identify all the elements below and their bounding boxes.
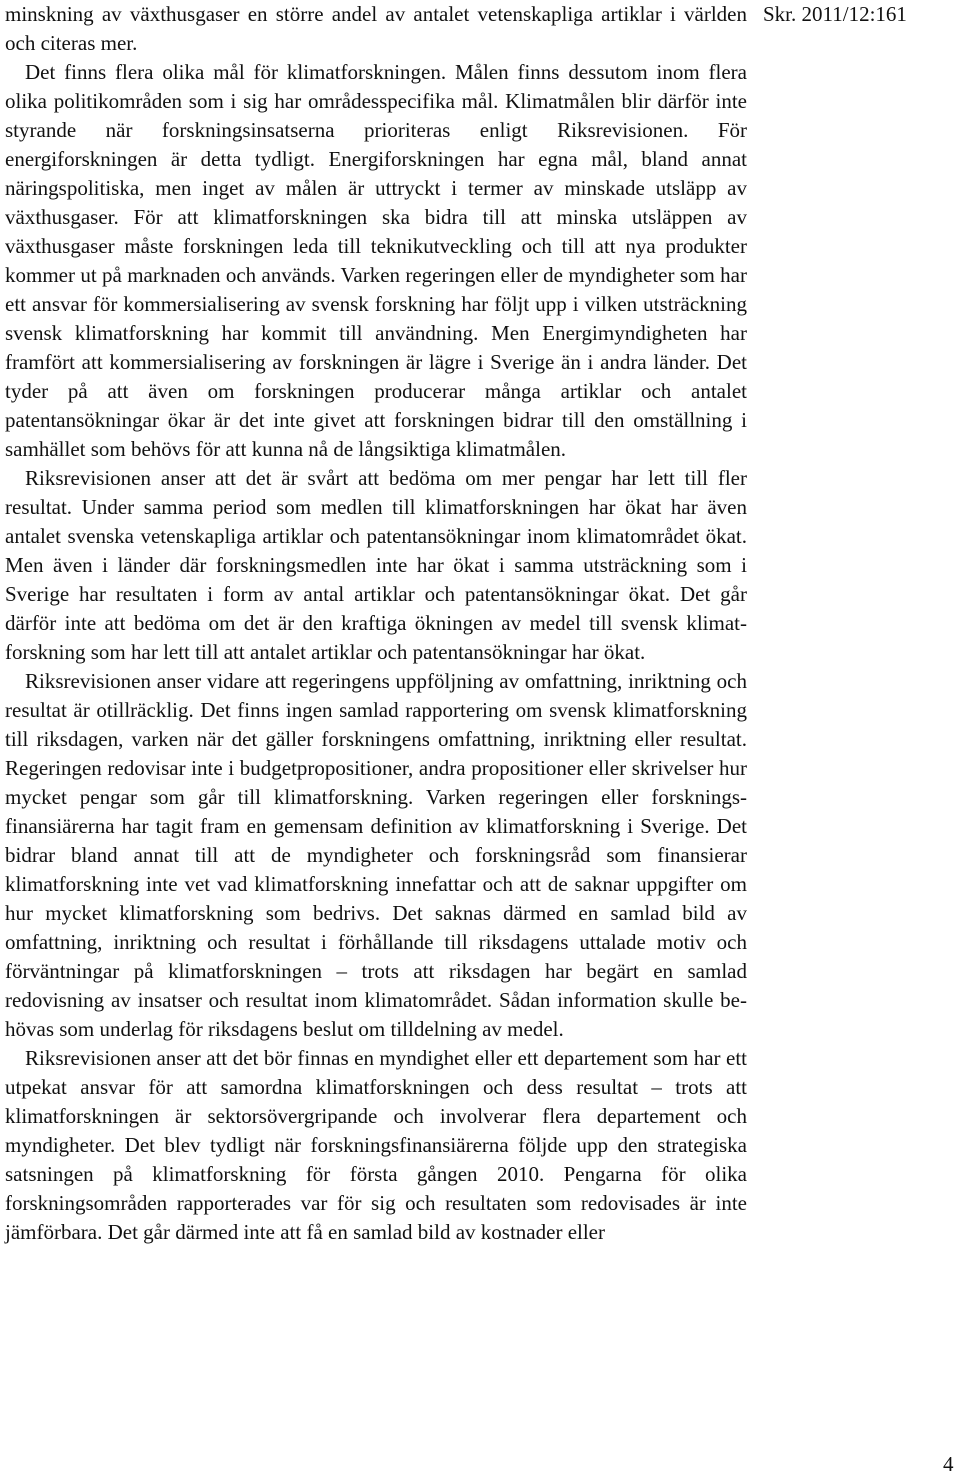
paragraph-followup: Riksrevisionen anser vidare att regeringens uppföljning av omfattning, inriktning och resultat är otillräcklig. Det finns ingen samlad rapportering om svensk klimatforskning till riksdagen, varken när det gäller forskningens omfattning, inriktning eller resultat. Regeringen redovisar inte i budgetpropositioner, andra propositioner eller skrivelser hur mycket pengar som går till klimatforskning. Varken regeringen eller forskningsfinansiärerna har tagit fram en gemensam definition av klimatforskning i Sverige. Det bidrar bland annat till att de myndigheter och forskningsråd som finansierar klimatforskning inte vet vad klimatforskning innefattar och att de saknar uppgifter om hur mycket klimatforskning som bedrivs. Det saknas därmed en samlad bild av omfattning, inriktning och resultat i förhållande till riksdagens uttalade motiv och förväntningar på klimatforskningen – trots att riksdagen har begärt en samlad redovisning av insatser och resultat inom klimatområdet. Sådan information skulle behövas som underlag för riksdagens beslut om tilldelning av medel. xyxy=(5,669,747,1041)
page-number: 4 xyxy=(943,1452,954,1476)
paragraph-continued: minskning av växthusgaser en större andel av antalet vetenskapliga artiklar i världen och citeras mer. xyxy=(5,2,747,55)
report-reference: Skr. 2011/12:161 xyxy=(763,2,907,26)
paragraph-money-results: Riksrevisionen anser att det är svårt att bedöma om mer pengar har lett till fler resultat. Under samma period som medlen till klimatforskningen har ökat har även antalet svenska vetenskapliga artiklar och patentansökningar inom klimatområdet ökat. Men även i länder där forskningsmedlen inte har ökat i samma utsträckning som i Sverige har resultaten i form av antal artiklar och patentansökningar ökat. Det går därför inte att bedöma om det är den kraftiga ökningen av medel till svensk klimatforskning som har lett till att antalet artiklar och patentansökningar har ökat. xyxy=(5,466,747,664)
paragraph-research-goals: Det finns flera olika mål för klimatforskningen. Målen finns dessutom inom flera olika politikområden som i sig har områdesspecifika mål. Klimatmålen blir därför inte styrande när forskningsinsatserna prioriteras enligt Riksrevisionen. För energiforskningen är detta tydligt. Energiforskningen har egna mål, bland annat näringspolitiska, men inget av målen är uttryckt i termer av minskade utsläpp av växthusgaser. För att klimatforskningen ska bidra till att minska utsläppen av växthusgaser måste forskningen leda till teknikutveckling och till att nya produkter kommer ut på marknaden och används. Varken regeringen eller de myndigheter som har ett ansvar för kommersialisering av svensk forskning har följt upp i vilken utsträckning svensk klimatforskning har kommit till användning. Men Energimyndigheten har framfört att kommersialisering av forskningen är lägre i Sverige än i andra länder. Det tyder på att även om forskningen producerar många artiklar och antalet patentansökningar ökar är det inte givet att forskningen bidrar till den omställning i samhället som behövs för att kunna nå de långsiktiga klimatmålen. xyxy=(5,60,747,461)
body-text xyxy=(5,0,747,1247)
paragraph-coordination: Riksrevisionen anser att det bör finnas en myndighet eller ett departement som har ett utpekat ansvar för att samordna klimatforskningen och dess resultat – trots att klimatforskningen är sektorsövergripande och involverar flera departement och myndigheter. Det blev tydligt när forskningsfinansiärerna följde upp den strategiska satsningen på klimatforskning för första gången 2010. Pengarna för olika forskningsområden rapporterades var för sig och resultaten som redovisades är inte jämförbara. Det går därmed inte att få en samlad bild av kostnader eller xyxy=(5,1046,747,1244)
